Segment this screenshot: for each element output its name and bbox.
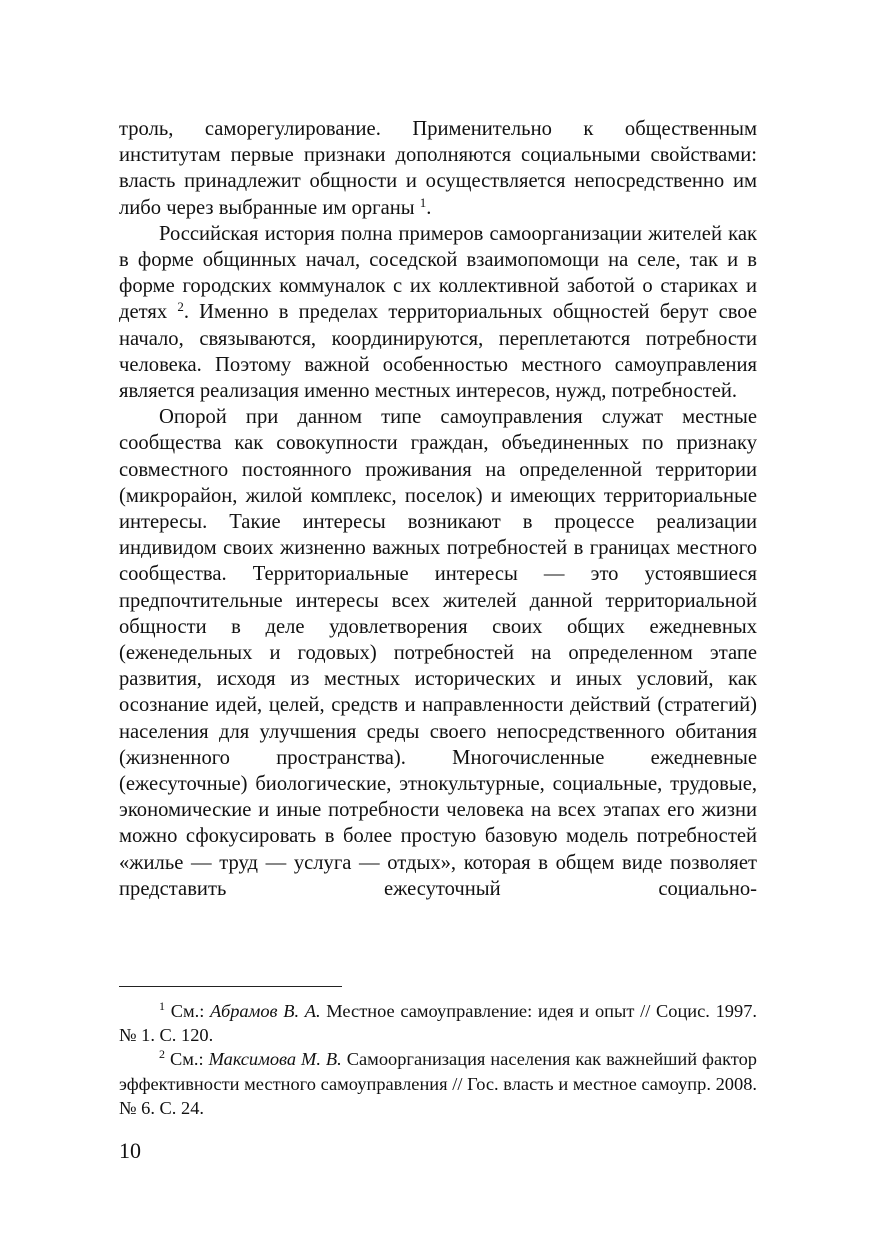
footnote-mark-1: 1 xyxy=(159,999,165,1013)
footnotes xyxy=(119,999,757,1120)
paragraph-1 xyxy=(119,116,757,221)
main-text xyxy=(119,116,757,902)
paragraph-3-text: Опорой при данном типе самоуправления служат местные сообщества как совокупности граждан, объединенных по признаку совместного постоянного проживания на определенной территории (микрорайон, жилой комплекс, поселок) и имеющих территориальные интересы. Такие интересы возникают в процессе реализации индивидом своих жизненно важных потребностей в границах местного сообщества. Территориальные интересы — это устоявшиеся предпочтительные интересы всех жителей данной территориальной общности в деле удовлетворения своих общих ежедневных (еженедельных и годовых) потребностей на определенном этапе развития, исходя из местных исторических и иных условий, как осознание идей, целей, средств и направленности действий (стратегий) населения для улучшения среды своего непосредственного обитания (жизненного пространства). Многочисленные ежедневные (ежесуточные) биологические, этнокультурные, социальные, трудовые, экономические и иные потребности человека на всех этапах его жизни можно сфокусировать в более простую базовую модель потребностей «жилье — труд — услуга — отдых», которая в общем виде позволяет представить ежесуточный социально- xyxy=(119,406,757,900)
footnote-divider xyxy=(119,986,342,987)
footnote-1-prefix: См.: xyxy=(170,1001,211,1021)
paragraph-1-tail: . xyxy=(426,196,432,219)
body-text xyxy=(119,116,757,902)
footnote-ref-1[interactable]: 1 xyxy=(419,194,427,210)
paragraph-1-text: троль, саморегулирование. Применительно к общественным институтам первые признаки дополняются социальными свойствами: власть принадлежит общности и осуществляется непосредственно им либо через выбранные им органы xyxy=(119,118,757,219)
paragraph-2-text: Российская история полна примеров самоорганизации жителей как в форме общинных начал, соседской взаимопомощи на селе, так и в форме городских коммуналок с их коллективной заботой о стариках и детях xyxy=(119,222,757,324)
paragraph-2 xyxy=(119,221,757,404)
footnote-2 xyxy=(119,1047,757,1120)
footnote-2-source: Самоорганизация населения как важнейший фактор эффективности местного самоуправления // Гос. власть и местное самоупр. 2008. № 6. С. 24. xyxy=(119,1049,757,1118)
paragraph-2-tail: . Именно в пределах территориальных общностей берут свое начало, связываются, координируются, переплетаются потребности человека. Поэтому важной особенностью местного самоуправления является реализация именно местных интересов, нужд, потребностей. xyxy=(119,301,758,403)
footnote-2-author: Максимова М. В. xyxy=(208,1049,342,1070)
footnote-1 xyxy=(119,999,757,1047)
page-number: 10 xyxy=(119,1138,141,1163)
paragraph-3 xyxy=(119,404,757,902)
footnote-1-source: Местное самоуправление: идея и опыт // Социс. 1997. № 1. С. 120. xyxy=(119,1001,757,1046)
footnote-2-prefix: См.: xyxy=(169,1049,209,1070)
footnote-mark-2: 2 xyxy=(159,1047,165,1062)
footnote-ref-2[interactable]: 2 xyxy=(177,299,184,315)
footnote-1-author: Абрамов В. А. xyxy=(210,1001,321,1021)
